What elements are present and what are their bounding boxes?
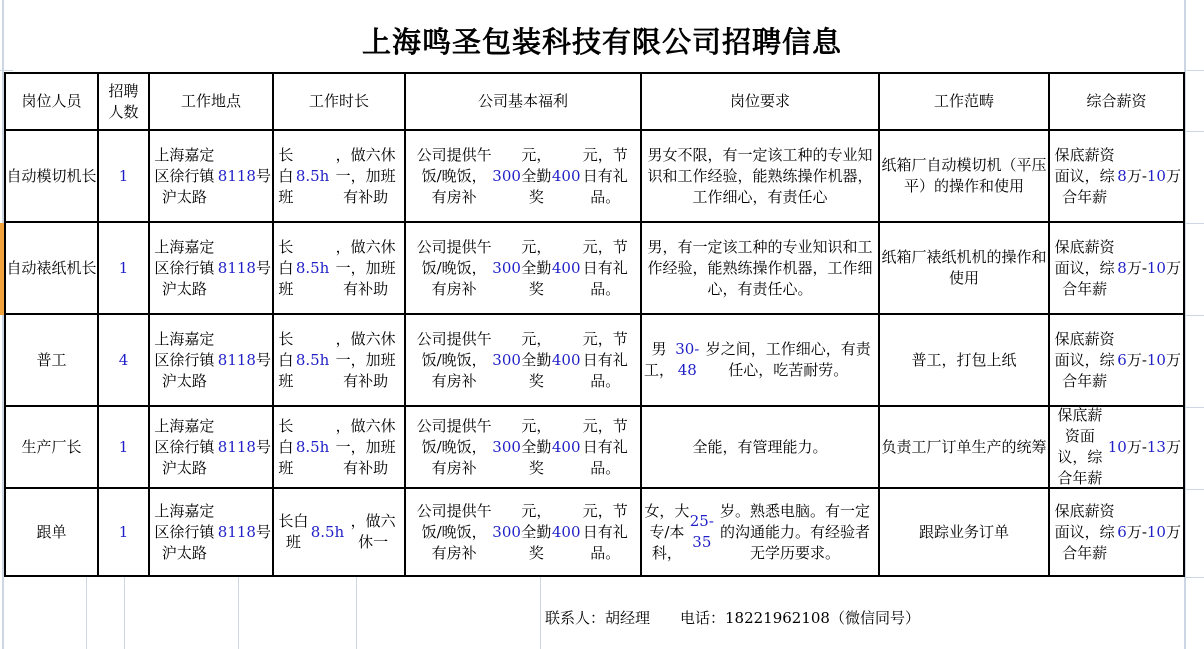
cell-benefits: 公司提供午饭/晚饭，有房补 300 元，全勤奖 400 元，节日有礼品。 (406, 223, 642, 315)
cell-benefits: 公司提供午饭/晚饭，有房补 300 元，全勤奖 400 元，节日有礼品。 (406, 131, 642, 223)
page-title: 上海鸣圣包装科技有限公司招聘信息 (361, 25, 842, 59)
gridline-right-tick (1185, 315, 1204, 316)
cell-count: 1 (99, 407, 150, 489)
cell-location: 上海嘉定区徐行镇沪太路 8118 号 (150, 131, 274, 223)
header-position: 岗位人员 (6, 74, 99, 131)
recruitment-table (4, 72, 1185, 577)
header-requirements: 岗位要求 (642, 74, 880, 131)
cell-location: 上海嘉定区徐行镇沪太路 8118 号 (150, 407, 274, 489)
cell-benefits: 公司提供午饭/晚饭，有房补 300 元，全勤奖 400 元，节日有礼品。 (406, 407, 642, 489)
cell-requirements: 女，大专/本科， 25-35 岁。熟悉电脑。有一定的沟通能力。有经验者无学历要求。 (642, 489, 880, 577)
cell-hours: 长白班 8.5h ，做六休一，加班有补助 (274, 131, 406, 223)
gridline-right-tick (1185, 131, 1204, 132)
cell-salary: 保底薪资面议，综合年薪 10 万- 13 万 (1050, 407, 1185, 489)
cell-scope: 普工，打包上纸 (880, 315, 1050, 407)
cell-count: 1 (99, 489, 150, 577)
cell-scope: 跟踪业务订单 (880, 489, 1050, 577)
cell-hours: 长白班 8.5h ，做六休一，加班有补助 (274, 315, 406, 407)
cell-requirements: 男工， 30-48 岁之间，工作细心，有责任心，吃苦耐劳。 (642, 315, 880, 407)
cell-location: 上海嘉定区徐行镇沪太路 8118 号 (150, 315, 274, 407)
cell-position: 生产厂长 (6, 407, 99, 489)
cell-benefits: 公司提供午饭/晚饭，有房补 300 元，全勤奖 400 元，节日有礼品。 (406, 489, 642, 577)
cell-salary: 保底薪资面议，综合年薪 6 万- 10 万 (1050, 489, 1185, 577)
gridline-bottom-vertical (540, 577, 541, 649)
cell-scope: 纸箱厂裱纸机机的操作和使用 (880, 223, 1050, 315)
cell-position: 普工 (6, 315, 99, 407)
cell-requirements: 男，有一定该工种的专业知识和工作经验，能熟练操作机器，工作细心，有责任心。 (642, 223, 880, 315)
header-salary: 综合薪资 (1050, 74, 1185, 131)
cell-count: 4 (99, 315, 150, 407)
cell-hours: 长白班 8.5h ，做六休一，加班有补助 (274, 407, 406, 489)
cell-position: 跟单 (6, 489, 99, 577)
gridline-right-tick (1185, 223, 1204, 224)
cell-position: 自动裱纸机长 (6, 223, 99, 315)
header-benefits: 公司基本福利 (406, 74, 642, 131)
gridline-bottom-vertical (86, 577, 87, 649)
gridline-right-tick (1185, 70, 1204, 71)
cell-scope: 负责工厂订单生产的统筹 (880, 407, 1050, 489)
cell-count: 1 (99, 223, 150, 315)
header-hours: 工作时长 (274, 74, 406, 131)
gridline-right-tick (1185, 489, 1204, 490)
gridline-right-tick (1185, 577, 1204, 578)
cell-position: 自动模切机长 (6, 131, 99, 223)
cell-salary: 保底薪资面议，综合年薪 8 万- 10 万 (1050, 223, 1185, 315)
cell-count: 1 (99, 131, 150, 223)
gridline-bottom-vertical (124, 577, 125, 649)
cell-salary: 保底薪资面议，综合年薪 8 万- 10 万 (1050, 131, 1185, 223)
gridline-top-left-tick (0, 70, 13, 71)
cell-requirements: 男女不限，有一定该工种的专业知识和工作经验，能熟练操作机器，工作细心，有责任心 (642, 131, 880, 223)
cell-hours: 长白班 8.5h ，做六休一 (274, 489, 406, 577)
gridline-bottom-vertical (356, 577, 357, 649)
header-count: 招聘人数 (99, 74, 150, 131)
header-scope: 工作范畴 (880, 74, 1050, 131)
cell-location: 上海嘉定区徐行镇沪太路 8118 号 (150, 489, 274, 577)
gridline-right-tick (1185, 407, 1204, 408)
cell-requirements: 全能，有管理能力。 (642, 407, 880, 489)
cell-hours: 长白班 8.5h ，做六休一，加班有补助 (274, 223, 406, 315)
cell-scope: 纸箱厂自动模切机（平压平）的操作和使用 (880, 131, 1050, 223)
gridline-bottom-vertical (238, 577, 239, 649)
header-location: 工作地点 (150, 74, 274, 131)
cell-location: 上海嘉定区徐行镇沪太路 8118 号 (150, 223, 274, 315)
cell-benefits: 公司提供午饭/晚饭，有房补 300 元，全勤奖 400 元，节日有礼品。 (406, 315, 642, 407)
contact-info: 联系人：胡经理 电话：18221962108（微信同号） (545, 609, 920, 627)
cell-salary: 保底薪资面议，综合年薪 6 万- 10 万 (1050, 315, 1185, 407)
